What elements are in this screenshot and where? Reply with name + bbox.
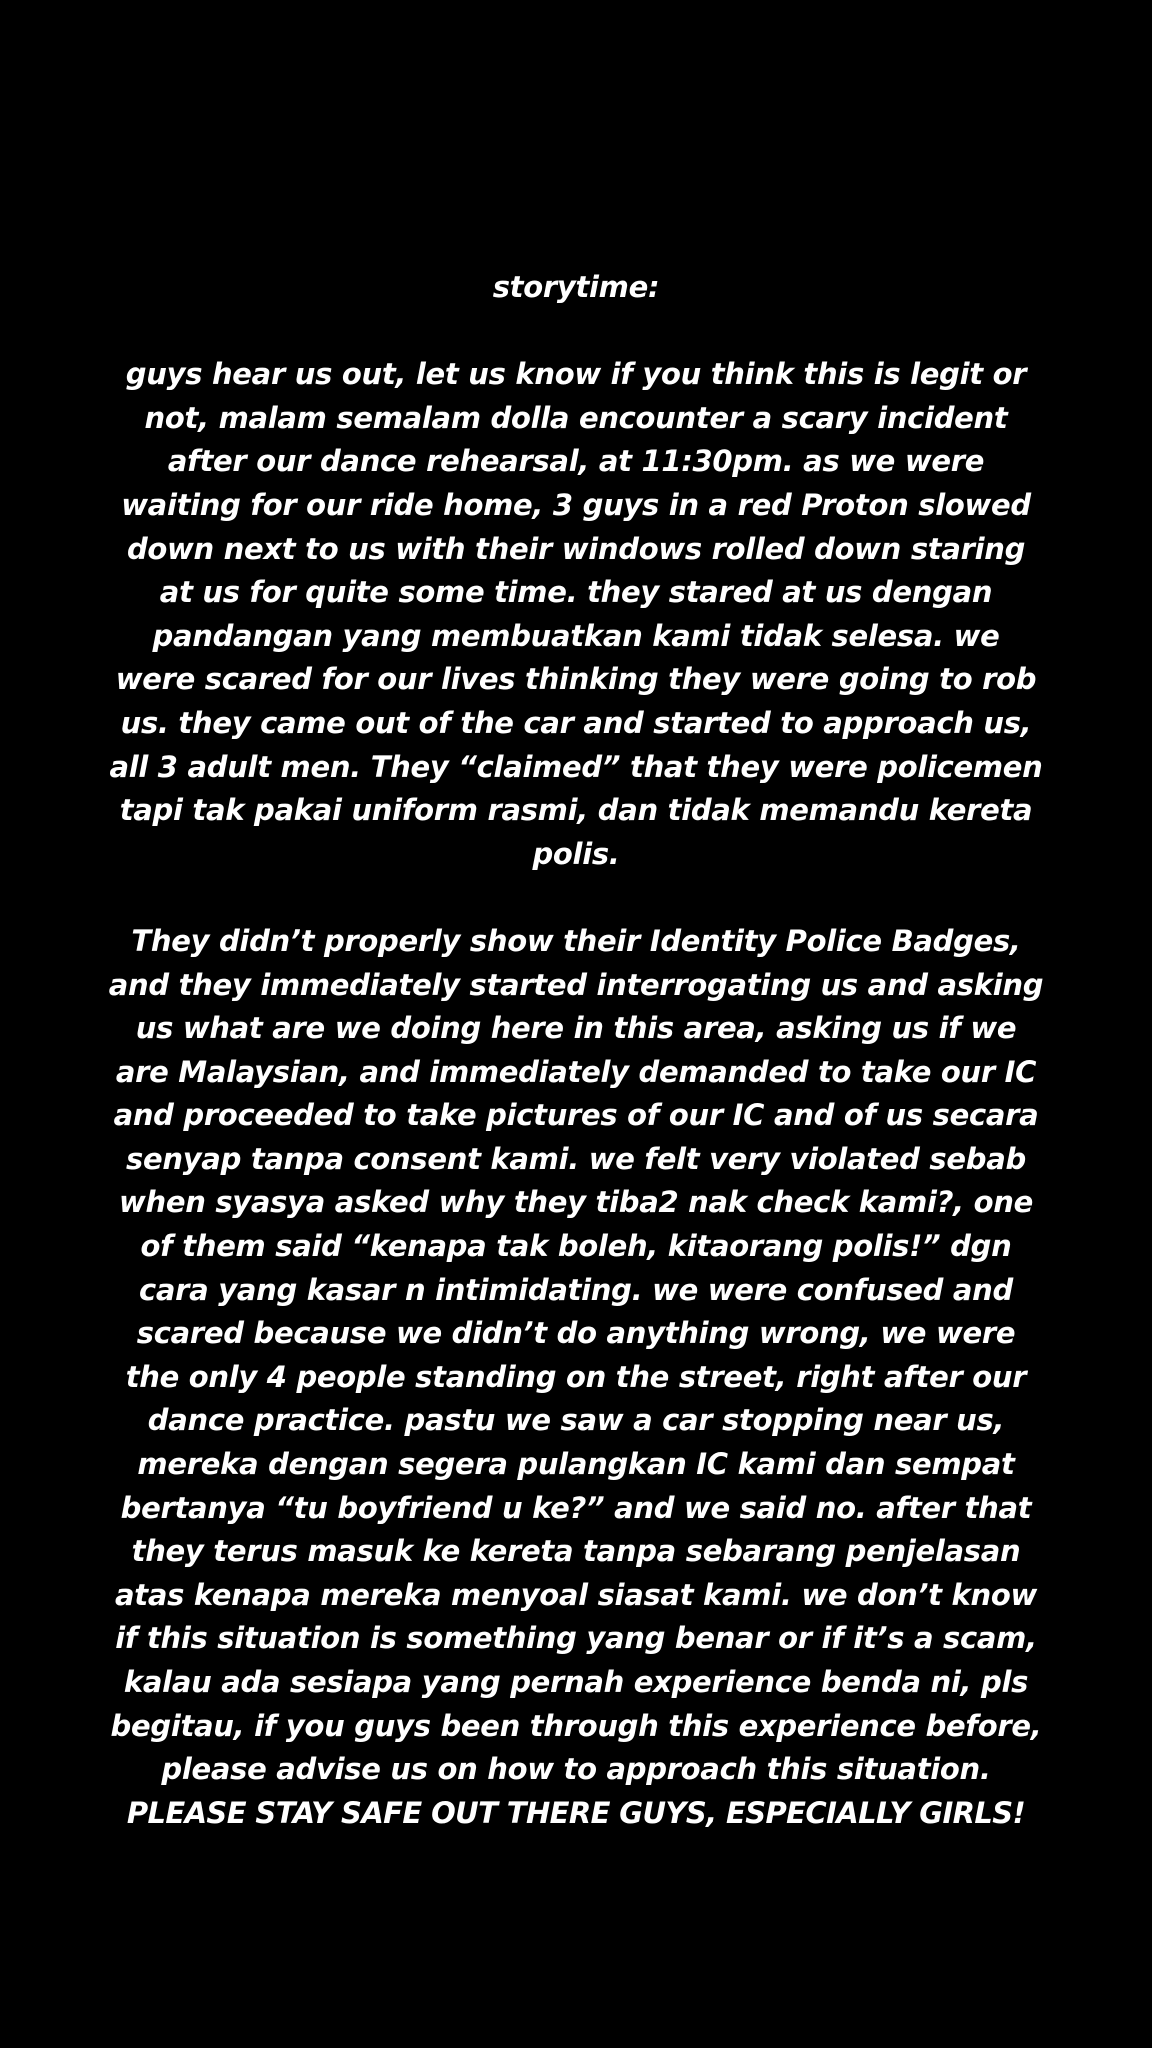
story-title: storytime: bbox=[492, 270, 660, 304]
story-paragraph-1: guys hear us out, let us know if you think this is legit or not, malam semalam dolla encounter a scary incident after our dance rehearsal, at 11:30pm. as we were waiting for our ride home, 3 guys in a red Proton slowed down next to us with their windows rolled down staring at us for quite some time. they stared at us dengan pandangan yang membuatkan kami tidak selesa. we were scared for our lives thinking they were going to rob us. they came out of the car and started to approach us, all 3 adult men. They “claimed” that they were policemen tapi tak pakai uniform rasmi, dan tidak memandu kereta polis. bbox=[109, 357, 1043, 871]
story-paragraph-2-text: They didn’t properly show their Identity Police Badges, and they immediately started interrogating us and asking us what are we doing here in this area, asking us if we are Malaysian, and immediately demanded to take our IC and proceeded to take pictures of our IC and of us secara senyap tanpa consent kami. we felt very violated sebab when syasya asked why they tiba2 nak check kami?, one of them said “kenapa tak boleh, kitaorang polis!” dgn cara yang kasar n intimidating. we were confused and scared because we didn’t do anything wrong, we were the only 4 people standing on the street, right after our dance practice. pastu we saw a car stopping near us, mereka dengan segera pulangkan IC kami dan sempat bertanya “tu boyfriend u ke?” and we said no. after that they terus masuk ke kereta tanpa sebarang penjelasan atas kenapa mereka menyoal siasat kami. we don’t know if this situation is something yang benar or if it’s a scam, kalau ada sesiapa yang pernah experience benda ni, pls begitau, if you guys been through this experience before, please advise us on how to approach this situation. bbox=[108, 923, 1044, 1787]
story-text-overlay bbox=[108, 266, 1044, 1835]
story-paragraph-2 bbox=[108, 920, 1044, 1835]
closing-warning: PLEASE STAY SAFE OUT THERE GUYS, ESPECIALLY GIRLS! bbox=[126, 1795, 1026, 1830]
